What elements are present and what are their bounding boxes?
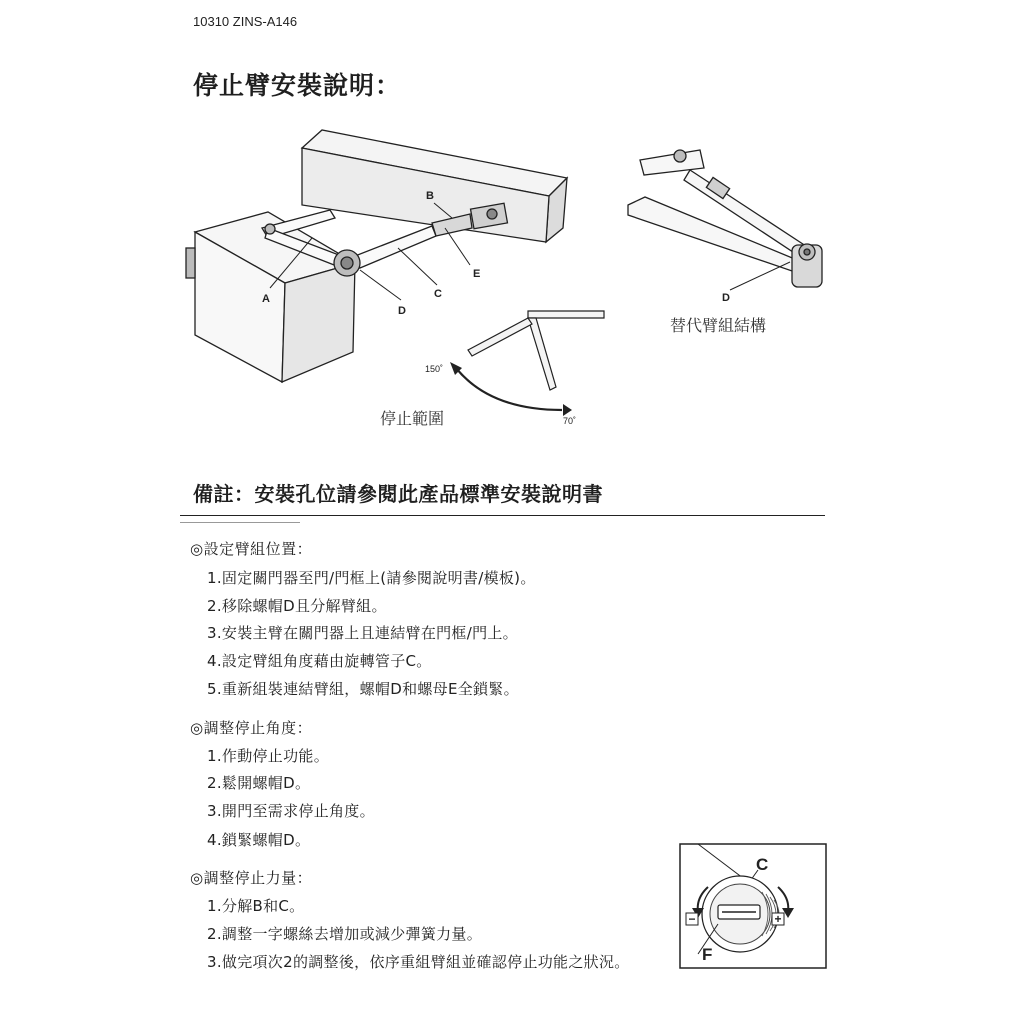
detail-label-f: F: [702, 945, 713, 964]
angle-min: 70˚: [563, 416, 577, 426]
installation-note: 備註：安裝孔位請參閱此產品標準安裝說明書: [193, 482, 603, 506]
step-item: 1.分解B和C。: [207, 897, 305, 915]
alt-arm-caption: 替代臂組結構: [670, 316, 767, 335]
section-heading-stop-angle: ◎調整停止角度：: [190, 719, 313, 737]
page-title: 停止臂安裝說明：: [193, 71, 402, 100]
step-item: 3.開門至需求停止角度。: [207, 802, 375, 820]
divider: [180, 515, 825, 516]
step-item: 2.鬆開螺帽D。: [207, 774, 311, 792]
installation-diagram: [180, 120, 840, 450]
step-item: 1.固定關門器至門/門框上(請參閱說明書/模板)。: [207, 569, 536, 587]
label-e: E: [473, 268, 481, 280]
step-item: 3.做完項次2的調整後，依序重組臂組並確認停止功能之狀況。: [207, 953, 630, 971]
plus-icon: +: [774, 912, 782, 926]
stop-range-diagram: [468, 311, 604, 390]
step-item: 1.作動停止功能。: [207, 747, 330, 765]
step-item: 3.安裝主臂在關門器上且連結臂在門框/門上。: [207, 624, 518, 642]
step-item: 2.移除螺帽D且分解臂組。: [207, 597, 387, 615]
label-a: A: [262, 293, 270, 305]
alt-label-d: D: [722, 292, 730, 304]
step-item: 4.設定臂組角度藉由旋轉管子C。: [207, 652, 432, 670]
step-item: 4.鎖緊螺帽D。: [207, 831, 311, 849]
detail-label-c: C: [756, 855, 769, 874]
angle-max: 150˚: [425, 364, 444, 374]
step-item: 5.重新組裝連結臂組，螺帽D和螺母E全鎖緊。: [207, 680, 519, 698]
spring-adjustment-detail: [678, 842, 830, 972]
alternative-arm: [628, 150, 822, 287]
label-d: D: [398, 305, 406, 317]
section-heading-arm-position: ◎設定臂組位置：: [190, 540, 313, 558]
divider-secondary: [180, 522, 300, 523]
label-c: C: [434, 288, 442, 300]
minus-icon: −: [688, 912, 696, 926]
document-code: 10310 ZINS-A146: [193, 14, 298, 29]
step-item: 2.調整一字螺絲去增加或減少彈簧力量。: [207, 925, 483, 943]
label-b: B: [426, 190, 434, 202]
section-heading-stop-force: ◎調整停止力量：: [190, 869, 313, 887]
stop-range-caption: 停止範圍: [380, 409, 445, 428]
